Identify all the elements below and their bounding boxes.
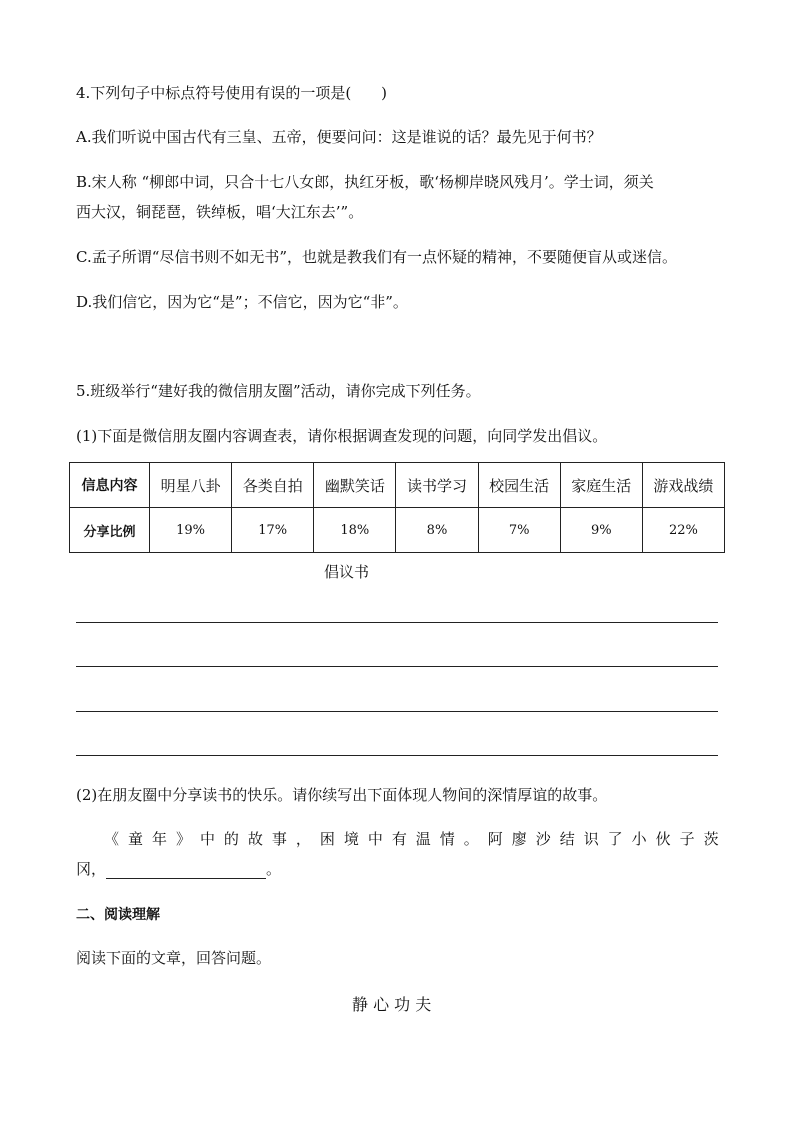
table-header-content: 信息内容 bbox=[70, 463, 150, 508]
q4-option-d: D.我们信它，因为它“是”；不信它，因为它“非”。 bbox=[76, 293, 408, 311]
table-cell-category: 家庭生活 bbox=[560, 463, 642, 508]
q4-option-c: C.孟子所谓“尽信书则不如无书”，也就是教我们有一点怀疑的精神，不要随便盲从或迷信。 bbox=[76, 248, 678, 266]
story-char: 结 bbox=[559, 830, 575, 848]
table-cell-value: 18% bbox=[314, 508, 396, 553]
q5-stem: 5.班级举行“建好我的微信朋友圈”活动，请你完成下列任务。 bbox=[76, 382, 481, 400]
answer-line-3[interactable] bbox=[76, 711, 718, 712]
story-char: 困 bbox=[319, 830, 335, 848]
story-char: 年 bbox=[151, 830, 167, 848]
story-char: 》 bbox=[175, 830, 191, 848]
story-char: 中 bbox=[199, 830, 215, 848]
story-char: 阿 bbox=[487, 830, 503, 848]
story-char: 识 bbox=[583, 830, 599, 848]
proposal-title: 倡议书 bbox=[324, 563, 370, 581]
story-char: 的 bbox=[223, 830, 239, 848]
story-line-2-start: 冈， bbox=[76, 860, 107, 878]
story-char: 小 bbox=[631, 830, 647, 848]
q5-part2: (2)在朋友圈中分享读书的快乐。请你续写出下面体现人物间的深情厚谊的故事。 bbox=[76, 786, 608, 804]
q4-option-a: A.我们听说中国古代有三皇、五帝，便要问问：这是谁说的话？最先见于何书？ bbox=[76, 128, 602, 146]
story-fill-blank[interactable] bbox=[106, 862, 266, 879]
table-cell-value: 7% bbox=[478, 508, 560, 553]
story-char: 。 bbox=[463, 830, 479, 848]
table-cell-category: 校园生活 bbox=[478, 463, 560, 508]
table-cell-value: 22% bbox=[642, 508, 724, 553]
table-cell-category: 各类自拍 bbox=[232, 463, 314, 508]
q5-part1: (1)下面是微信朋友圈内容调查表，请你根据调查发现的问题，向同学发出倡议。 bbox=[76, 427, 608, 445]
story-line-2 bbox=[76, 858, 281, 879]
answer-line-2[interactable] bbox=[76, 666, 718, 667]
table-row-categories bbox=[70, 463, 725, 508]
table-cell-category: 明星八卦 bbox=[150, 463, 232, 508]
story-char: 沙 bbox=[535, 830, 551, 848]
story-char: 茨 bbox=[703, 830, 719, 848]
section-heading: 二、阅读理解 bbox=[76, 907, 160, 923]
story-char: 《 bbox=[104, 830, 120, 848]
story-char: ， bbox=[295, 830, 311, 848]
story-char: 廖 bbox=[511, 830, 527, 848]
story-char: 故 bbox=[247, 830, 263, 848]
article-title: 静 心 功 夫 bbox=[352, 995, 432, 1014]
story-line-2-end: 。 bbox=[266, 860, 282, 878]
story-char: 子 bbox=[679, 830, 695, 848]
story-char: 境 bbox=[343, 830, 359, 848]
table-cell-category: 读书学习 bbox=[396, 463, 478, 508]
story-char: 有 bbox=[391, 830, 407, 848]
story-line-1 bbox=[104, 828, 719, 849]
answer-line-1[interactable] bbox=[76, 622, 718, 623]
table-header-ratio: 分享比例 bbox=[70, 508, 150, 553]
reading-instruction: 阅读下面的文章，回答问题。 bbox=[76, 949, 272, 967]
story-char: 伙 bbox=[655, 830, 671, 848]
q4-stem: 4.下列句子中标点符号使用有误的一项是( ) bbox=[76, 84, 388, 102]
story-char: 中 bbox=[367, 830, 383, 848]
answer-line-4[interactable] bbox=[76, 755, 718, 756]
table-cell-value: 19% bbox=[150, 508, 232, 553]
table-row-values bbox=[70, 508, 725, 553]
story-char: 童 bbox=[127, 830, 143, 848]
table-cell-value: 9% bbox=[560, 508, 642, 553]
story-char: 情 bbox=[439, 830, 455, 848]
story-char: 了 bbox=[607, 830, 623, 848]
table-cell-category: 幽默笑话 bbox=[314, 463, 396, 508]
table-cell-value: 8% bbox=[396, 508, 478, 553]
table-cell-category: 游戏战绩 bbox=[642, 463, 724, 508]
q4-option-b-line1: B.宋人称 “柳郎中词，只合十七八女郎，执红牙板，歌‘杨柳岸晓风残月’。学士词，须关 bbox=[76, 173, 654, 191]
table-cell-value: 17% bbox=[232, 508, 314, 553]
q4-option-b-line2: 西大汉，铜琵琶，铁绰板，唱‘大江东去’”。 bbox=[76, 203, 364, 221]
story-char: 温 bbox=[415, 830, 431, 848]
survey-table bbox=[69, 462, 725, 553]
story-char: 事 bbox=[271, 830, 287, 848]
